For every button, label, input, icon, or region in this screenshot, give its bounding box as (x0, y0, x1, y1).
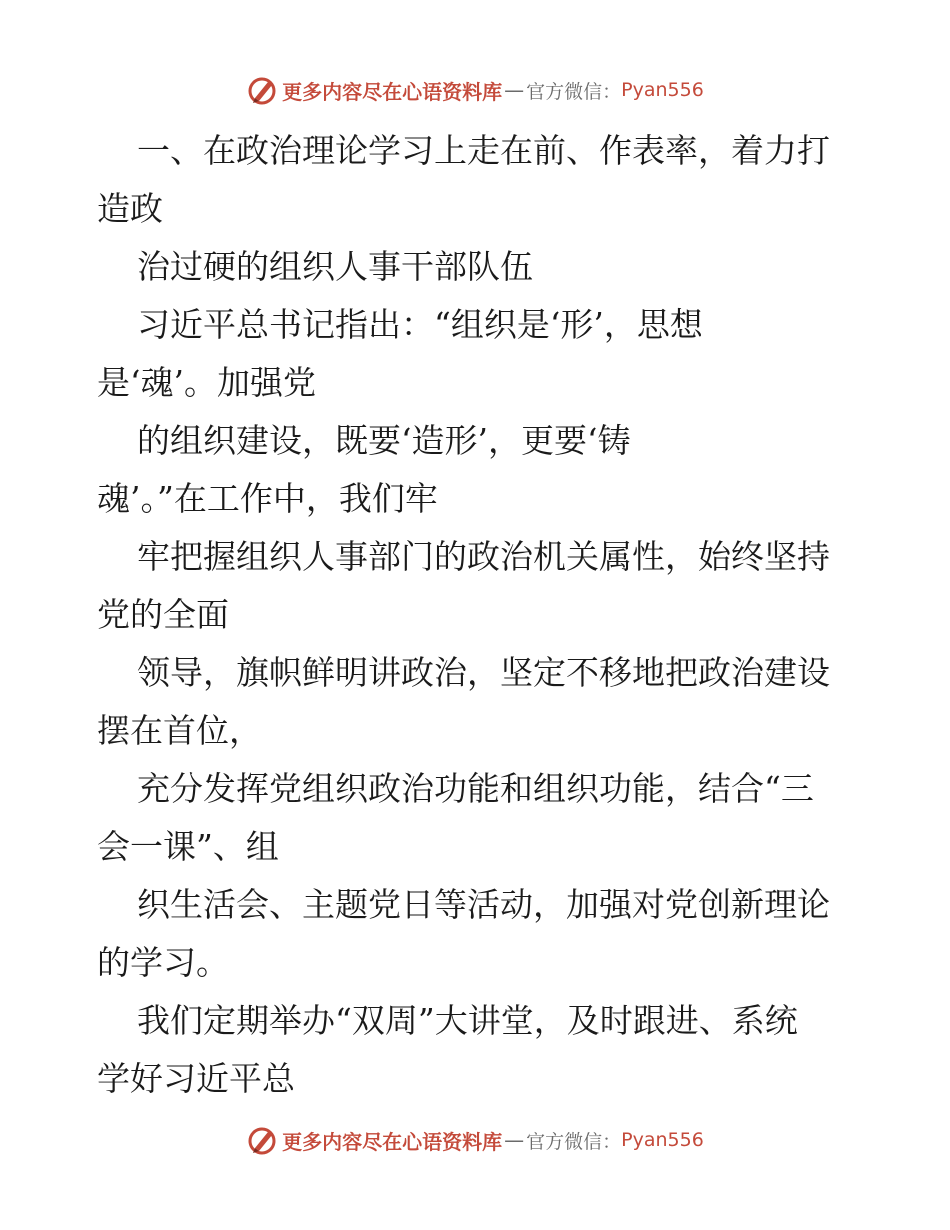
watermark-contact-label: 官方微信： (526, 80, 622, 103)
pen-circle-logo-icon (246, 74, 278, 106)
body-line: 一、在政治理论学习上走在前、作表率，着力打 (137, 131, 830, 170)
body-line: 学好习近平总 (97, 1059, 295, 1098)
body-line: 的学习。 (97, 943, 229, 982)
body-line: 充分发挥党组织政治功能和组织功能，结合“三 (137, 769, 814, 808)
footer-watermark-banner (0, 1120, 950, 1160)
watermark-separator: — (504, 78, 525, 102)
watermark-contact-label: 官方微信： (526, 1130, 622, 1153)
body-line: 牢把握组织人事部门的政治机关属性，始终坚持 (137, 537, 830, 576)
body-line: 会一课”、组 (97, 827, 279, 866)
body-line: 治过硬的组织人事干部队伍 (137, 247, 533, 286)
watermark-text: 更多内容尽在心语资料库 (282, 1129, 503, 1154)
document-body (97, 122, 857, 1108)
body-line: 的组织建设，既要‘造形’，更要‘铸 (137, 421, 631, 460)
body-line: 造政 (97, 189, 163, 228)
body-line: 领导，旗帜鲜明讲政治，坚定不移地把政治建设 (137, 653, 830, 692)
body-line: 我们定期举办“双周”大讲堂，及时跟进、系统 (137, 1001, 798, 1040)
body-line: 织生活会、主题党日等活动，加强对党创新理论 (137, 885, 830, 924)
header-watermark-banner (0, 70, 950, 110)
watermark-separator: — (504, 1128, 525, 1152)
watermark-contact-id: Pyan556 (621, 1129, 704, 1151)
body-line: 魂’。”在工作中，我们牢 (97, 479, 438, 518)
body-line: 习近平总书记指出：“组织是‘形’，思想 (137, 305, 703, 344)
pen-circle-logo-icon (246, 1124, 278, 1156)
watermark-contact-id: Pyan556 (621, 79, 704, 101)
watermark-text: 更多内容尽在心语资料库 (282, 79, 503, 104)
body-line: 党的全面 (97, 595, 229, 634)
body-line: 是‘魂’。加强党 (97, 363, 316, 402)
body-line: 摆在首位， (97, 711, 262, 750)
